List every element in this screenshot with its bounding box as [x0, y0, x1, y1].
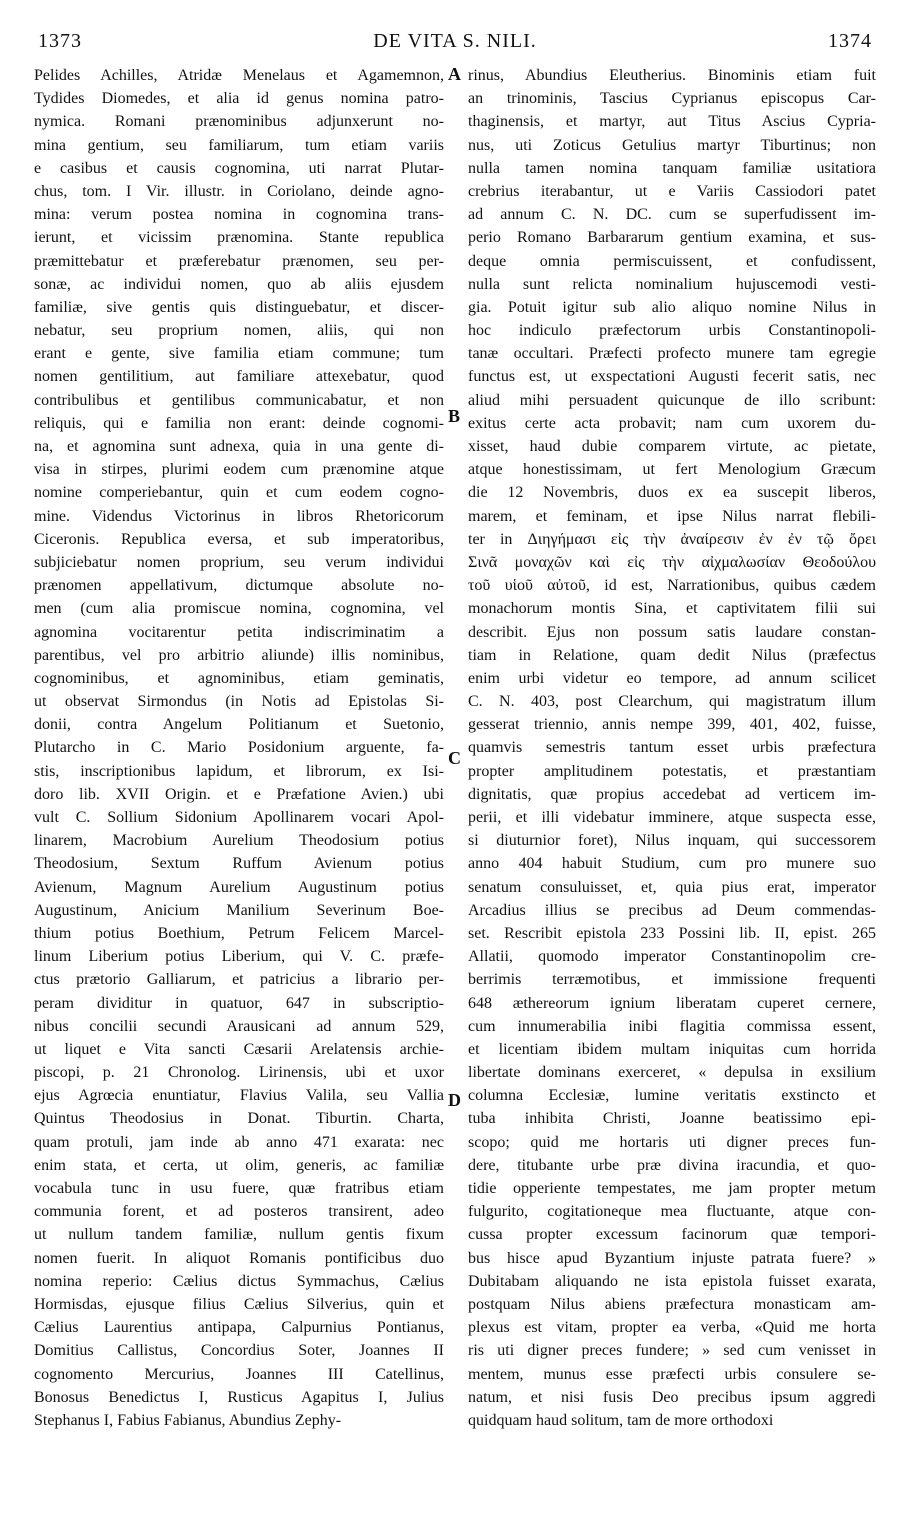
text-line: nus, uti Zoticus Getulius martyr Tiburtinus; non [468, 136, 876, 154]
text-line: mina: verum postea nomina in cognomina trans- [34, 206, 444, 224]
text-line: exitus certe acta probavit; nam cum uxorem du- [468, 414, 876, 432]
text-line: prænomen appellativum, dictumque absolute no- [34, 577, 444, 595]
text-line: postquam Nilus abiens præfectura monasticam am- [468, 1295, 876, 1313]
text-line: sonæ, ac individui nomen, quo ab aliis ejusdem [34, 275, 444, 293]
text-line: mentem, munus esse præfecti urbis consulere se- [468, 1365, 876, 1383]
text-line: mine. Videndus Victorinus in libros Rhetoricorum [34, 507, 444, 525]
text-line: crebrius iterabantur, ut e Variis Cassiodori patet [468, 182, 876, 200]
text-line: ut observat Sirmondus (in Notis ad Epistolas Si- [34, 693, 444, 711]
margin-letter-d: D [448, 1090, 461, 1110]
text-line: parentibus, vel pro arbitrio aliunde) illis nominibus, [34, 646, 444, 664]
text-line: libertate dominans exerceret, « depulsa in exsilium [468, 1064, 876, 1082]
text-line: cognominibus, et agnominibus, etiam geminatis, [34, 669, 444, 687]
text-line: Dubitabam aliquando ne ista epistola fuisset exarata, [468, 1272, 876, 1290]
text-line: ejus Agrœcia enuntiatur, Flavius Valila, seu Vallia [34, 1087, 444, 1105]
text-line: communia forent, et ad posteros transirent, adeo [34, 1203, 444, 1221]
text-line: Hormisdas, ejusque filius Cælius Silverius, quin et [34, 1295, 444, 1313]
text-line: stis, inscriptionibus lapidum, et librorum, ex Isi- [34, 762, 444, 780]
text-line: et licentiam ibidem multam iniquitas cum horrida [468, 1040, 876, 1058]
text-line: nebatur, seu proprium nomen, aliis, qui non [34, 322, 444, 340]
text-line: enim stata, et certa, ut olim, generis, ac familiæ [34, 1156, 444, 1174]
page-number-left: 1373 [38, 30, 82, 52]
text-line: Σινᾶ μοναχῶν καὶ εἰς τὴν αἰχμαλωσίαν Θεοδούλου [468, 553, 876, 571]
text-line: dignitatis, quæ propius accedebat ad verticem im- [468, 785, 876, 803]
text-line: Augustinum, Anicium Manilium Severinum Boe- [34, 901, 444, 919]
text-line: contribulibus et gentilibus communicabatur, et non [34, 391, 444, 409]
right-column [468, 64, 876, 1432]
text-line: dere, titubante urbe præ divina iracundia, et quo- [468, 1156, 876, 1174]
text-line: si diuturnior foret), Nilus inquam, qui successorem [468, 832, 876, 850]
text-line: vocabula tunc in usu fuere, quæ fratribus etiam [34, 1180, 444, 1197]
text-line: Domitius Callistus, Concordius Soter, Joannes II [34, 1342, 444, 1360]
text-line: bus hisce apud Byzantium injuste patrata fuere? » [468, 1249, 876, 1267]
text-line: senatum consuluisset, et, quia pius erat, imperator [468, 878, 876, 896]
text-line: e casibus et causis cognomina, uti narrat Plutar- [34, 159, 444, 177]
text-line: erant e gente, sive familia etiam commune; tum [34, 345, 444, 363]
text-line: 648 æthereorum ignium liberatam cuperet cernere, [468, 994, 876, 1012]
text-line: tiam in Relatione, quam dedit Nilus (præfectus [468, 646, 876, 664]
text-line: τοῦ υἱοῦ αὐτοῦ, id est, Narrationibus, quibus cædem [468, 577, 876, 595]
text-line: donii, contra Angelum Politianum et Suetonio, [34, 716, 444, 734]
text-line: natum, et nisi fusis Deo precibus ipsum aggredi [468, 1388, 876, 1406]
text-line: hoc indiculo præfectorum urbis Constantinopoli- [468, 322, 876, 340]
text-line: ierunt, et vicissim prænomina. Stante republica [34, 229, 444, 247]
page-number-right: 1374 [828, 30, 872, 52]
text-line: peram dividitur in quatuor, 647 in subscriptio- [34, 994, 444, 1012]
text-line: subjiciebatur nomen proprium, seu verum individui [34, 553, 444, 571]
text-line: Stephanus I, Fabius Fabianus, Abundius Zephy- [34, 1411, 342, 1429]
running-header [38, 30, 872, 56]
text-line: men (cum alia promiscue nomina, cognomina, vel [34, 600, 444, 618]
text-line: nibus concilii secundi Arausicani ad annum 529, [34, 1017, 444, 1035]
text-line: Cælius Laurentius antipapa, Calpurnius Pontianus, [34, 1319, 444, 1337]
text-line: fulgurito, cogitationeque mea fluctuante, atque con- [468, 1203, 876, 1221]
text-line: quam protuli, jam inde ab anno 471 exarata: nec [34, 1133, 444, 1151]
text-line: Allatii, quomodo imperator Constantinopolim cre- [468, 948, 876, 966]
text-line: set. Rescribit epistola 233 Possini lib. II, epist. 265 [468, 924, 876, 942]
text-line: Quintus Theodosius in Donat. Tiburtin. Charta, [34, 1110, 444, 1128]
text-line: Bonosus Benedictus I, Rusticus Agapitus I, Julius [34, 1388, 444, 1406]
text-line: Arcadius illius se precibus ad Deum commendas- [468, 901, 876, 919]
text-line: vult C. Sollium Sidonium Apollinarem vocari Apol- [34, 809, 444, 826]
text-line: familiæ, sive gentis quis distinguebatur, et discer- [34, 298, 444, 316]
text-line: tanæ occultari. Præfecti profecto munere tam egregie [468, 345, 876, 363]
text-line: reliquis, qui e familia non erant: deinde cognomi- [34, 414, 444, 432]
margin-letter-b: B [448, 406, 461, 426]
text-line: xisset, haud dubie comparem virtute, ac pietate, [468, 438, 876, 455]
text-line: præmittebatur et præferebatur prænomen, seu per- [34, 252, 444, 270]
text-line: an trinominis, Tascius Cyprianus episcopus Car- [468, 90, 876, 108]
text-line: tuba inhibita Christi, Joanne beatissimo epi- [468, 1110, 876, 1128]
text-line: thium potius Boethium, Petrum Felicem Marcel- [34, 924, 444, 942]
text-line: anno 404 habuit Studium, cum pro munere suo [468, 855, 876, 873]
text-line: functus est, ut exspectationi Augusti fecerit satis, nec [468, 368, 876, 386]
text-line: berrimis terræmotibus, et immissione frequenti [468, 971, 876, 989]
text-line: atque honestissimam, ut fert Menologium Græcum [468, 461, 876, 479]
text-line: Avienum, Magnum Aurelium Augustinum potius [34, 878, 444, 896]
text-line: visa in stirpes, plurimi eodem cum prænomine atque [34, 461, 444, 479]
running-title: DE VITA S. NILI. [373, 30, 537, 52]
text-line: quamvis semestris tantum esset urbis præfectura [468, 739, 876, 757]
text-line: perio Romano Barbararum gentium examina, et sus- [468, 229, 876, 247]
text-line: quidquam haud solitum, tam de more orthodoxi [468, 1411, 774, 1429]
text-line: nulla sunt relicta nominalium hujuscemodi vesti- [468, 275, 876, 293]
text-line: thaginensis, et martyr, aut Titus Ascius Cypria- [468, 113, 876, 131]
text-line: cussa propter excessum facinorum quæ tempori- [468, 1226, 876, 1244]
margin-letter-a: A [448, 64, 461, 84]
text-line: Plutarcho in C. Mario Posidonium arguente, fa- [34, 739, 444, 757]
margin-letter-c: C [448, 748, 461, 768]
text-line: scopo; quid me hortaris uti digner preces fun- [468, 1133, 876, 1151]
text-line: linum Liberium potius Liberium, qui V. C. præfe- [34, 948, 444, 966]
text-line: ctus prætorio Galliarum, et patricius a librario per- [34, 971, 444, 989]
text-line: Pelides Achilles, Atridæ Menelaus et Agamemnon, [34, 67, 444, 84]
text-line: perii, et illi videbatur imminere, atque suspecta esse, [468, 809, 876, 826]
text-line: nymica. Romani prænominibus adjunxerunt no- [34, 113, 444, 131]
text-line: monachorum montis Sina, et captivitatem filii sui [468, 600, 876, 618]
text-line: ut nullum tandem familiæ, nullum gentis fixum [34, 1226, 444, 1244]
text-line: columna Ecclesiæ, lumine veritatis exstincto et [468, 1087, 876, 1105]
text-line: tidie opperiente tempestates, me jam propter metum [468, 1180, 876, 1197]
text-line: linarem, Macrobium Aurelium Theodosium potius [34, 832, 444, 850]
text-line: plexus est vitam, propter ea verba, «Quid me horta [468, 1319, 876, 1337]
text-line: propter amplitudinem potestatis, et præstantiam [468, 762, 876, 780]
text-line: nomen gentilitium, aut familiare attexebatur, quod [34, 368, 444, 386]
text-line: cognomento Mercurius, Joannes III Catellinus, [34, 1365, 444, 1383]
text-line: nulla tamen nomina tanquam familiæ usitatiora [468, 159, 876, 177]
text-line: nomen fuerit. In aliquot Romanis pontificibus duo [34, 1249, 444, 1267]
text-line: nomina reperio: Cælius dictus Symmachus, Cælius [34, 1272, 444, 1290]
text-line: describit. Ejus non possum satis laudare constan- [468, 623, 876, 641]
text-line: gia. Potuit igitur sub alio aliquo nomine Nilus in [468, 298, 876, 316]
text-line: die 12 Novembris, duos ex ea suscepit liberos, [468, 484, 876, 502]
text-line: chus, tom. I Vir. illustr. in Coriolano, deinde agno- [34, 182, 444, 200]
text-line: ris uti digner preces fundere; » sed cum venisset in [468, 1342, 876, 1360]
text-line: Theodosium, Sextum Ruffum Avienum potius [34, 855, 444, 873]
text-line: Ciceronis. Republica eversa, et sub imperatoribus, [34, 530, 444, 548]
text-line: ad annum C. N. DC. cum se superfudissent im- [468, 206, 876, 224]
text-line: Tydides Diomedes, et alia id genus nomina patro- [34, 90, 444, 108]
text-line: na, et agnomina sunt adnexa, quia in una gente di- [34, 438, 444, 455]
text-line: C. N. 403, post Clearchum, qui magistratum illum [468, 693, 876, 711]
text-line: mina gentium, seu familiarum, tum etiam variis [34, 136, 444, 154]
text-line: ut liquet e Vita sancti Cæsarii Arelatensis archie- [34, 1040, 444, 1058]
text-line: marem, et feminam, et ipse Nilus narrat flebili- [468, 507, 876, 525]
text-line: deque omnia permiscuissent, et confudissent, [468, 252, 876, 270]
text-line: gesserat triennio, annis nempe 399, 401, 402, fuisse, [468, 716, 876, 734]
text-line: cum innumerabilia inibi flagitia commissa essent, [468, 1017, 876, 1035]
text-line: piscopi, p. 21 Chronolog. Lirinensis, ubi et uxor [34, 1064, 444, 1082]
left-column [34, 64, 444, 1432]
text-line: rinus, Abundius Eleutherius. Binominis etiam fuit [468, 67, 876, 84]
text-line: doro lib. XVII Origin. et e Præfatione Avien.) ubi [34, 785, 444, 803]
text-line: enim urbi videtur eo tempore, ad annum scilicet [468, 669, 876, 687]
text-line: aliud mihi persuadent quicunque de illo scribunt: [468, 391, 876, 409]
text-line: ter in Διηγήμασι εἰς τὴν ἀναίρεσιν ἐν ἐν τῷ ὄρει [468, 530, 876, 548]
text-line: nomine comperiebantur, quin et cum eodem cogno- [34, 484, 444, 502]
text-line: agnomina vocitarentur petita indiscriminatim a [34, 623, 444, 641]
